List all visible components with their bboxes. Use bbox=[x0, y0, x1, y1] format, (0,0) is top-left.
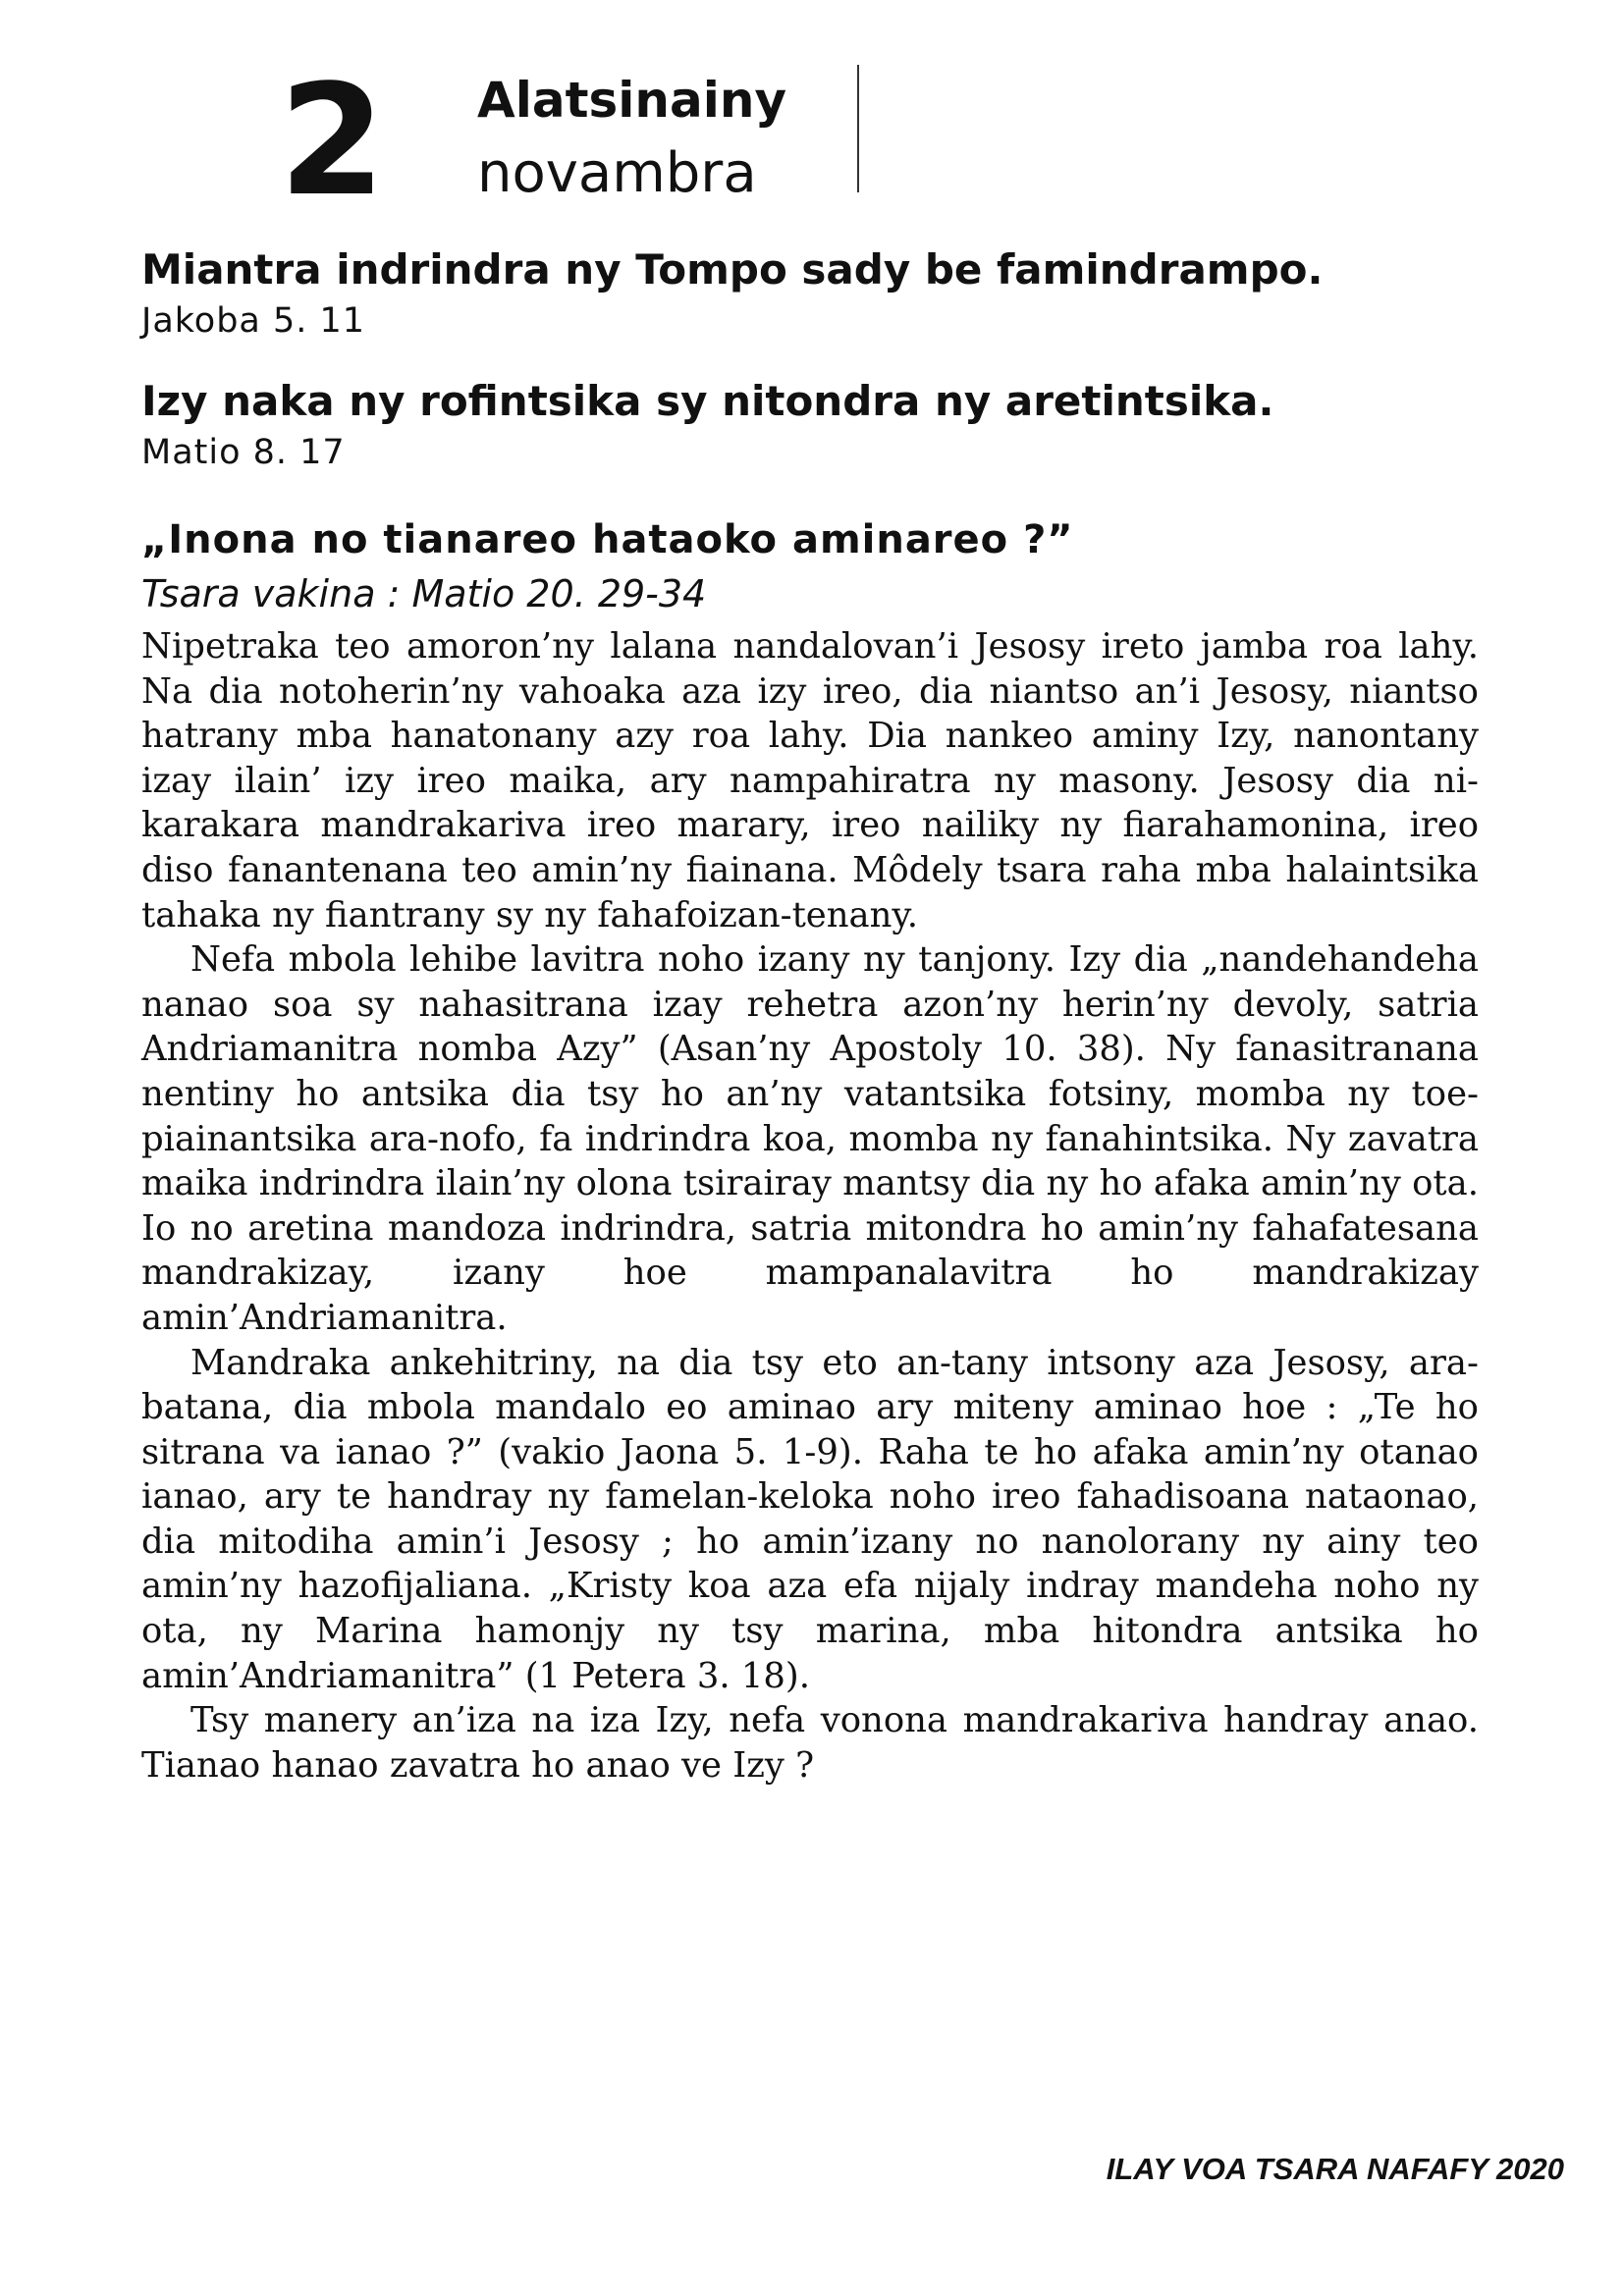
paragraph: Nipetraka teo amoron’ny lalana nandalovan’i Jesosy ireto jamba roa lahy. Na dia notoherin’ny vahoaka aza izy ireo, dia niantso an’i Jesosy, niantso hatrany mba hanatonany azy roa lahy. Dia nankeo aminy Izy, nanontany izay ilain’ izy ireo maika, ary nampahiratra ny masony. Jesosy dia nikarakara mandrakariva ireo marary, ireo nailiky ny fiarahamonina, ireo diso fanantenana teo amin’ny fiainana. Môdely tsara raha mba halaintsika tahaka ny fiantrany sy ny fahafoizan-tenany. bbox=[141, 626, 1479, 935]
weekday: Alatsinainy bbox=[477, 72, 787, 129]
verse-reference: Jakoba 5. 11 bbox=[141, 301, 366, 341]
paragraph: Tsy manery an’iza na iza Izy, nefa vonona mandrakariva handray anao. Tianao hanao zavatra ho anao ve Izy ? bbox=[141, 1700, 1479, 1786]
month: novambra bbox=[477, 141, 757, 205]
verse-of-day bbox=[141, 241, 1487, 344]
meditation-title: „Inona no tianareo hataoko aminareo ?” bbox=[141, 517, 1074, 562]
publication-footer: ILAY VOA TSARA NAFAFY 2020 bbox=[1106, 2152, 1564, 2186]
header-divider bbox=[857, 65, 859, 192]
reading-reference: Tsara vakina : Matio 20. 29-34 bbox=[141, 572, 707, 615]
day-number: 2 bbox=[279, 51, 382, 230]
verse-reference: Matio 8. 17 bbox=[141, 433, 346, 472]
paragraph: Mandraka ankehitriny, na dia tsy eto an-tany intsony aza Jesosy, ara-batana, dia mbola mandalo eo aminao ary miteny aminao hoe : „Te ho sitrana va ianao ?” (vakio Jaona 5. 1-9). Raha te ho afaka amin’ny otanao ianao, ary te handray ny famelan-keloka noho ireo fahadisoana nataonao, dia mitodiha amin’i Jesosy ; ho amin’izany no nanolorany ny ainy teo amin’ny hazofijaliana. „Kristy koa aza efa nijaly indray mandeha noho ny ota, ny Marina hamonjy ny tsy marina, mba hitondra antsika ho amin’Andriamanitra” (1 Petera 3. 18). bbox=[141, 1342, 1479, 1696]
verse-text: Miantra indrindra ny Tompo sady be famindrampo. bbox=[141, 245, 1324, 294]
verse-text: Izy naka ny rofintsika sy nitondra ny aretintsika. bbox=[141, 377, 1274, 425]
second-verse bbox=[141, 373, 1487, 475]
meditation-body bbox=[141, 624, 1479, 1788]
paragraph: Nefa mbola lehibe lavitra noho izany ny tanjony. Izy dia „nandehandeha nanao soa sy nahasitrana izay rehetra azon’ny herin’ny devoly, satria Andriamanitra nomba Azy” (Asan’ny Apostoly 10. 38). Ny fanasitranana nentiny ho antsika dia tsy ho an’ny vatantsika fotsiny, momba ny toepiainantsika ara-nofo, fa indrindra koa, momba ny fanahintsika. Ny zavatra maika indrindra ilain’ny olona tsirairay mantsy dia ny ho afaka amin’ny ota. Io no aretina mandoza indrindra, satria mitondra ho amin’ny fahafatesana mandrakizay, izany hoe mampanalavitra ho mandrakizay amin’Andriamanitra. bbox=[141, 939, 1479, 1338]
